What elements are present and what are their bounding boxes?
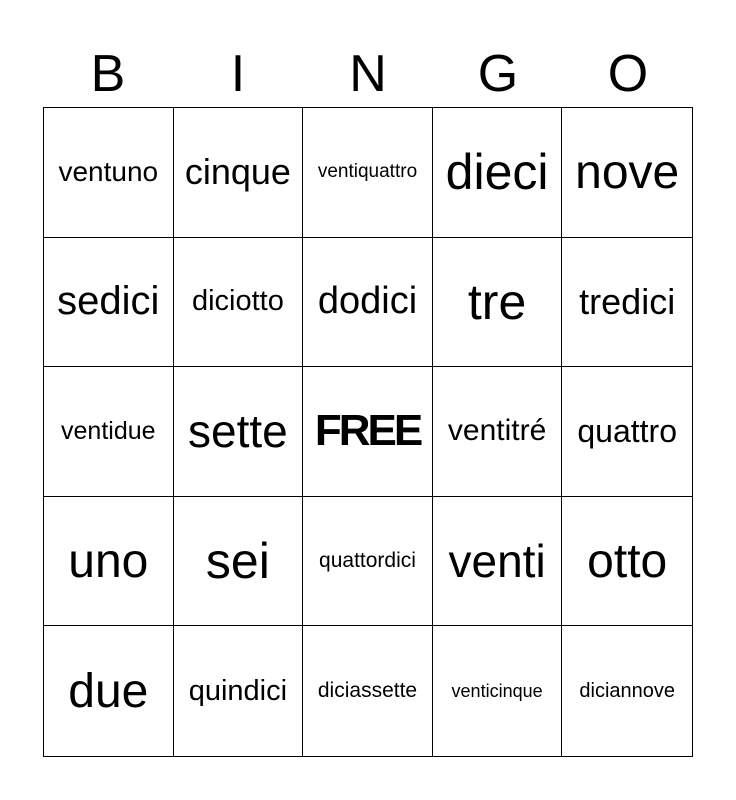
bingo-cell[interactable]: otto (562, 497, 692, 627)
bingo-board (43, 107, 693, 757)
header-letter-o: O (607, 45, 649, 103)
bingo-cell[interactable]: sette (174, 367, 304, 497)
bingo-cell[interactable]: due (44, 626, 174, 756)
header-letter-i: I (230, 45, 246, 103)
bingo-cell[interactable]: uno (44, 497, 174, 627)
bingo-header (43, 40, 693, 108)
bingo-cell[interactable]: venti (433, 497, 563, 627)
free-space[interactable]: FREE (303, 367, 433, 497)
bingo-cell[interactable]: venticinque (433, 626, 563, 756)
bingo-cell[interactable]: sei (174, 497, 304, 627)
bingo-cell[interactable]: tre (433, 238, 563, 368)
header-letter-b: B (90, 45, 126, 103)
bingo-cell[interactable]: diciannove (579, 679, 675, 702)
bingo-cell[interactable]: ventuno (44, 108, 174, 238)
bingo-cell[interactable]: tredici (562, 238, 692, 368)
bingo-cell[interactable]: diciassette (303, 626, 433, 756)
bingo-cell[interactable]: quattordici (303, 497, 433, 627)
header-letter-g: G (477, 45, 519, 103)
bingo-cell[interactable]: nove (562, 108, 692, 238)
bingo-cell[interactable]: quindici (174, 626, 304, 756)
bingo-cell[interactable]: ventiquattro (303, 108, 433, 238)
bingo-cell[interactable]: cinque (174, 108, 304, 238)
bingo-cell[interactable]: sedici (44, 238, 174, 368)
bingo-cell[interactable]: ventitré (433, 367, 563, 497)
bingo-cell[interactable]: dieci (433, 108, 563, 238)
bingo-cell[interactable]: diciotto (174, 238, 304, 368)
bingo-cell[interactable]: quattro (562, 367, 692, 497)
bingo-cell[interactable]: dodici (303, 238, 433, 368)
header-letter-n: N (349, 45, 387, 103)
bingo-cell[interactable]: ventidue (44, 367, 174, 497)
